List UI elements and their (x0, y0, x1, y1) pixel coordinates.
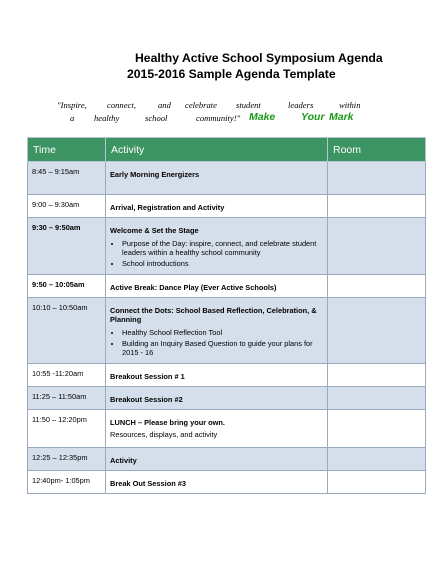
tagline-quote (0, 100, 440, 130)
activity-title: Arrival, Registration and Activity (110, 203, 225, 212)
activity-bullets (110, 239, 323, 268)
header-time: Time (28, 138, 106, 162)
table-row (28, 275, 426, 298)
activity-cell (106, 410, 328, 448)
activity-title: LUNCH – Please bring your own. (110, 418, 225, 427)
room-cell (328, 162, 426, 195)
quote-highlight: Your (301, 111, 325, 123)
activity-bullets (110, 328, 323, 357)
time-cell: 9:50 – 10:05am (28, 275, 106, 298)
activity-title: Active Break: Dance Play (Ever Active Schools) (110, 283, 277, 292)
room-cell (328, 410, 426, 448)
room-cell (328, 218, 426, 275)
agenda-table (27, 137, 426, 494)
table-row (28, 162, 426, 195)
activity-title: Activity (110, 456, 137, 465)
bullet-item: • School introductions (122, 259, 323, 268)
bullet-item: • Building an Inquiry Based Question to guide your plans for 2015 - 16 (122, 339, 323, 357)
agenda-subtitle: 2015-2016 Sample Agenda Template (127, 67, 336, 81)
time-cell: 8:45 – 9:15am (28, 162, 106, 195)
quote-word: school (145, 113, 168, 123)
quote-highlight: Mark (329, 111, 354, 123)
quote-highlight: Make (249, 111, 276, 123)
activity-cell (106, 298, 328, 364)
quote-word: "Inspire, (57, 100, 87, 110)
activity-cell (106, 471, 328, 494)
header-activity: Activity (106, 138, 328, 162)
time-cell: 9:00 – 9:30am (28, 195, 106, 218)
time-cell: 10:10 – 10:50am (28, 298, 106, 364)
activity-cell (106, 275, 328, 298)
table-row (28, 471, 426, 494)
activity-note: Resources, displays, and activity (110, 430, 218, 439)
room-cell (328, 195, 426, 218)
activity-cell (106, 387, 328, 410)
time-cell: 12:25 – 12:35pm (28, 448, 106, 471)
activity-cell (106, 448, 328, 471)
activity-title: Break Out Session #3 (110, 479, 186, 488)
table-row (28, 298, 426, 364)
quote-word: and (158, 100, 171, 110)
time-cell: 11:50 – 12:20pm (28, 410, 106, 448)
table-row (28, 410, 426, 448)
quote-word: within (339, 100, 361, 110)
activity-cell (106, 162, 328, 195)
bullet-item: • Purpose of the Day: inspire, connect, and celebrate student leaders within a healthy school community (122, 239, 323, 257)
room-cell (328, 298, 426, 364)
room-cell (328, 448, 426, 471)
table-row (28, 387, 426, 410)
quote-word: celebrate (185, 100, 217, 110)
time-cell: 12:40pm- 1:05pm (28, 471, 106, 494)
room-cell (328, 387, 426, 410)
quote-word: leaders (288, 100, 314, 110)
room-cell (328, 471, 426, 494)
activity-title: Breakout Session # 1 (110, 372, 185, 381)
table-row (28, 195, 426, 218)
activity-title: Connect the Dots: School Based Reflection, Celebration, & Planning (110, 306, 317, 324)
time-cell: 11:25 – 11:50am (28, 387, 106, 410)
quote-word: a (70, 113, 75, 123)
time-cell: 9:30 – 9:50am (28, 218, 106, 275)
header-room: Room (328, 138, 426, 162)
quote-word: healthy (94, 113, 120, 123)
time-cell: 10:55 -11:20am (28, 364, 106, 387)
activity-title: Welcome & Set the Stage (110, 226, 199, 235)
agenda-body (28, 162, 426, 494)
agenda-title: Healthy Active School Symposium Agenda (135, 51, 383, 65)
quote-word: community!" (196, 113, 241, 123)
table-row (28, 448, 426, 471)
activity-title: Breakout Session #2 (110, 395, 183, 404)
activity-title: Early Morning Energizers (110, 170, 200, 179)
activity-cell (106, 218, 328, 275)
table-row (28, 364, 426, 387)
table-header-row (28, 138, 426, 162)
quote-word: connect, (107, 100, 136, 110)
activity-cell (106, 364, 328, 387)
room-cell (328, 275, 426, 298)
quote-word: student (236, 100, 261, 110)
activity-cell (106, 195, 328, 218)
table-row (28, 218, 426, 275)
room-cell (328, 364, 426, 387)
bullet-item: • Healthy School Reflection Tool (122, 328, 323, 337)
